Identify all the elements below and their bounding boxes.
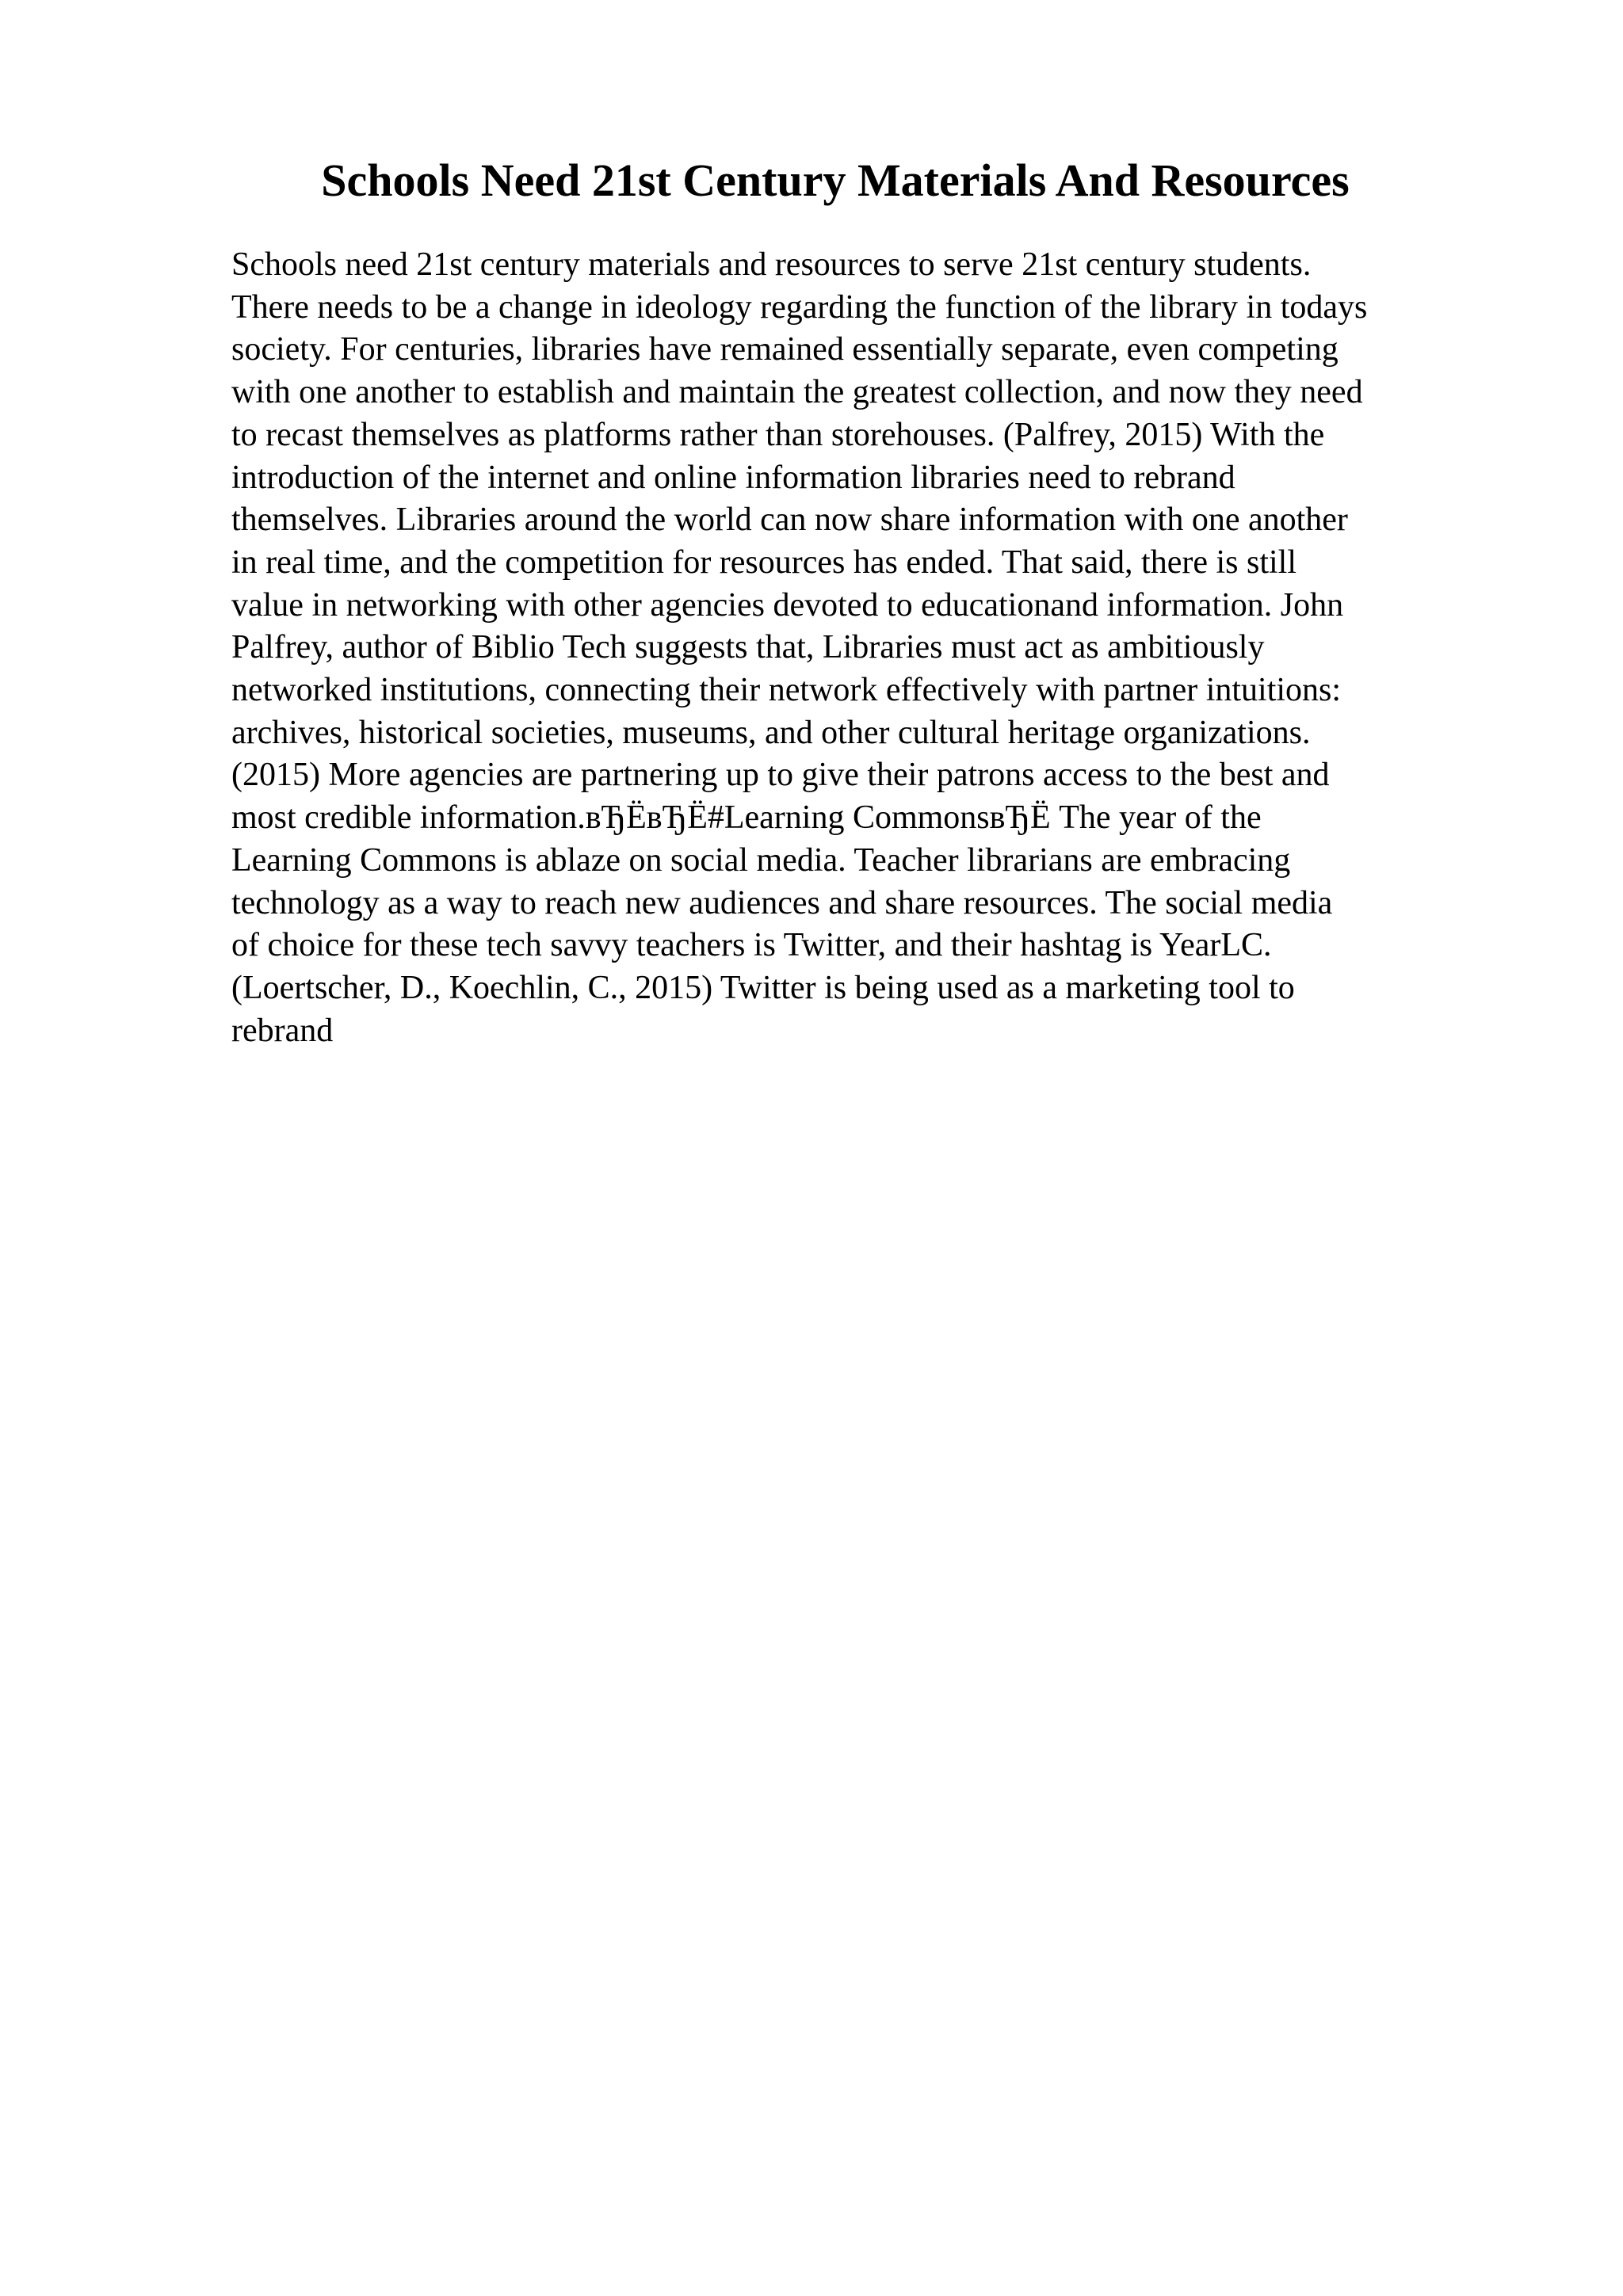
body-line: technology as a way to reach new audiences and share resources. The social media [231, 884, 1333, 921]
body-line: introduction of the internet and online information libraries need to rebrand [231, 459, 1235, 496]
body-line: with one another to establish and maintain the greatest collection, and now they need [231, 374, 1363, 411]
body-line: Palfrey, author of Biblio Tech suggests that, Libraries must act as ambitiously [231, 629, 1265, 666]
body-line: themselves. Libraries around the world can now share information with one another [231, 502, 1348, 539]
body-line: archives, historical societies, museums, and other cultural heritage organizations. [231, 714, 1311, 751]
document-title: Schools Need 21st Century Materials And Resources [321, 154, 1350, 206]
body-line: rebrand [231, 1012, 334, 1049]
body-line: (2015) More agencies are partnering up to give their patrons access to the best and [231, 757, 1330, 794]
body-line: (Loertscher, D., Koechlin, C., 2015) Twitter is being used as a marketing tool to [231, 969, 1295, 1006]
document-body [231, 244, 1367, 1052]
body-line: society. For centuries, libraries have remained essentially separate, even competing [231, 331, 1338, 368]
body-line: to recast themselves as platforms rather than storehouses. (Palfrey, 2015) With the [231, 416, 1325, 453]
body-line: value in networking with other agencies devoted to educationand information. John [231, 586, 1344, 624]
body-line: networked institutions, connecting their network effectively with partner intuitions: [231, 672, 1342, 709]
body-line: most credible information.вЂЁвЂЁ#Learning CommonsвЂЁ The year of the [231, 799, 1262, 837]
body-line: in real time, and the competition for resources has ended. That said, there is still [231, 543, 1296, 581]
body-line: There needs to be a change in ideology regarding the function of the library in todays [231, 288, 1368, 326]
body-line: Schools need 21st century materials and resources to serve 21st century students. [231, 246, 1312, 283]
body-line: Learning Commons is ablaze on social media. Teacher librarians are embracing [231, 841, 1291, 879]
body-line: of choice for these tech savvy teachers is Twitter, and their hashtag is YearLC. [231, 927, 1272, 964]
